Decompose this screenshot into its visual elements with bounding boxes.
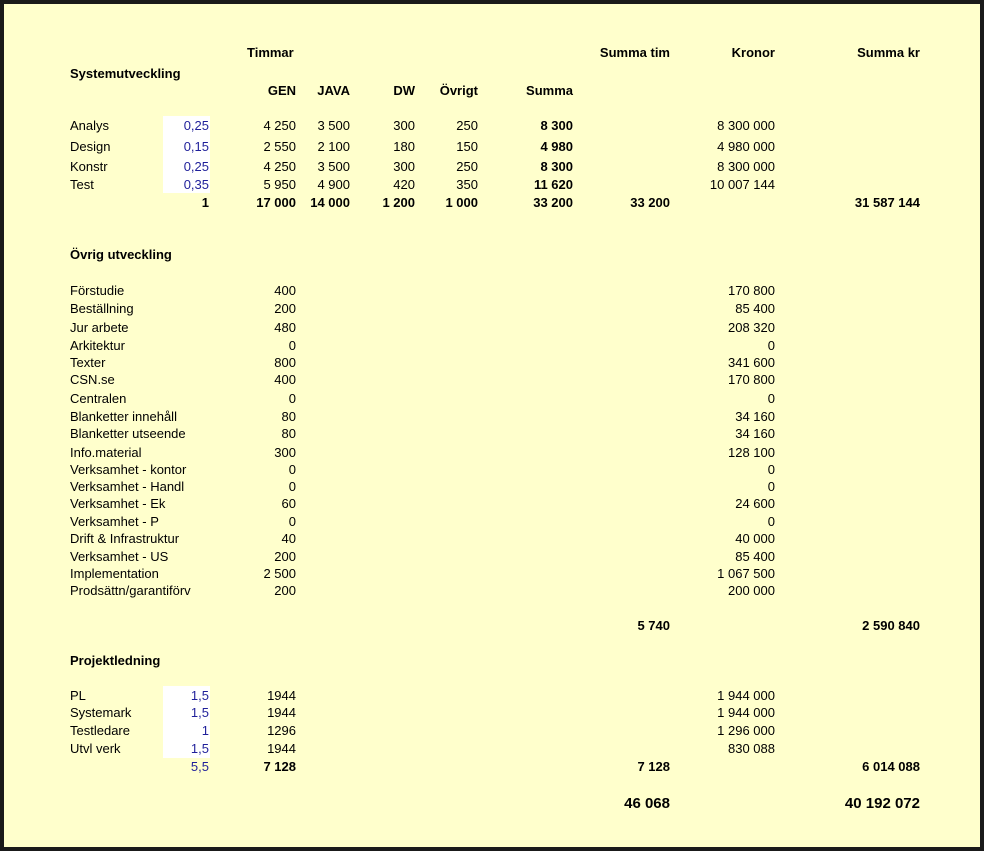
kronor-cell: 10 007 144 bbox=[709, 177, 775, 192]
kronor-cell: 0 bbox=[767, 391, 775, 406]
header-summa: Summa bbox=[526, 83, 573, 98]
factor-cell[interactable]: 1 bbox=[201, 723, 209, 738]
total-timmar: 7 128 bbox=[263, 759, 296, 774]
row-label: CSN.se bbox=[70, 372, 115, 387]
grand-total-summa-tim: 46 068 bbox=[624, 795, 670, 812]
row-label: Utvl verk bbox=[70, 741, 121, 756]
java-cell: 2 100 bbox=[317, 139, 350, 154]
header-summa-kr: Summa kr bbox=[857, 45, 920, 60]
row-label: Analys bbox=[70, 118, 110, 133]
kronor-cell: 1 944 000 bbox=[717, 688, 775, 703]
header-ovrigt: Övrigt bbox=[439, 83, 478, 98]
row-label: Info.material bbox=[70, 445, 142, 460]
timmar-cell: 300 bbox=[274, 445, 296, 460]
kronor-cell: 8 300 000 bbox=[717, 118, 775, 133]
factor-cell[interactable]: 0,35 bbox=[183, 177, 209, 192]
row-label: Beställning bbox=[70, 301, 134, 316]
timmar-cell: 1944 bbox=[267, 688, 296, 703]
gen-cell: 4 250 bbox=[263, 118, 296, 133]
timmar-cell: 0 bbox=[288, 391, 296, 406]
kronor-cell: 128 100 bbox=[728, 445, 775, 460]
row-label: Verksamhet - P bbox=[70, 514, 159, 529]
kronor-cell: 0 bbox=[767, 462, 775, 477]
factor-cell[interactable]: 0,25 bbox=[183, 118, 209, 133]
kronor-cell: 85 400 bbox=[735, 301, 775, 316]
kronor-cell: 170 800 bbox=[728, 372, 775, 387]
total-summa-kr: 2 590 840 bbox=[862, 618, 920, 633]
row-label: PL bbox=[70, 688, 86, 703]
timmar-cell: 2 500 bbox=[263, 566, 296, 581]
timmar-cell: 800 bbox=[274, 355, 296, 370]
grand-total-summa-kr: 40 192 072 bbox=[844, 795, 920, 812]
total-summa: 33 200 bbox=[533, 195, 573, 210]
total-gen: 17 000 bbox=[256, 195, 296, 210]
timmar-cell: 400 bbox=[274, 283, 296, 298]
section-title: Systemutveckling bbox=[70, 66, 181, 81]
timmar-cell: 0 bbox=[288, 338, 296, 353]
gen-cell: 2 550 bbox=[263, 139, 296, 154]
timmar-cell: 80 bbox=[281, 426, 296, 441]
timmar-cell: 200 bbox=[274, 301, 296, 316]
total-summa-tim: 5 740 bbox=[637, 618, 670, 633]
kronor-cell: 8 300 000 bbox=[717, 159, 775, 174]
timmar-cell: 1944 bbox=[267, 705, 296, 720]
row-label: Jur arbete bbox=[70, 320, 129, 335]
dw-cell: 420 bbox=[393, 177, 415, 192]
java-cell: 4 900 bbox=[317, 177, 350, 192]
kronor-cell: 24 600 bbox=[735, 496, 775, 511]
gen-cell: 4 250 bbox=[263, 159, 296, 174]
timmar-cell: 0 bbox=[288, 514, 296, 529]
row-label: Prodsättn/garantiförv bbox=[70, 583, 191, 598]
timmar-cell: 40 bbox=[281, 531, 296, 546]
timmar-cell: 480 bbox=[274, 320, 296, 335]
kronor-cell: 0 bbox=[767, 514, 775, 529]
kronor-cell: 1 944 000 bbox=[717, 705, 775, 720]
kronor-cell: 4 980 000 bbox=[717, 139, 775, 154]
java-cell: 3 500 bbox=[317, 118, 350, 133]
kronor-cell: 830 088 bbox=[728, 741, 775, 756]
header-gen: GEN bbox=[267, 83, 296, 98]
kronor-cell: 1 067 500 bbox=[717, 566, 775, 581]
timmar-cell: 200 bbox=[274, 583, 296, 598]
row-label: Testledare bbox=[70, 723, 130, 738]
row-label: Test bbox=[70, 177, 94, 192]
row-label: Drift & Infrastruktur bbox=[70, 531, 180, 546]
factor-cell[interactable]: 1,5 bbox=[190, 741, 209, 756]
total-summa-kr: 6 014 088 bbox=[862, 759, 920, 774]
row-label: Implementation bbox=[70, 566, 159, 581]
row-label: Texter bbox=[70, 355, 106, 370]
header-dw: DW bbox=[393, 83, 415, 98]
row-label: Verksamhet - Ek bbox=[70, 496, 166, 511]
kronor-cell: 341 600 bbox=[728, 355, 775, 370]
kronor-cell: 200 000 bbox=[728, 583, 775, 598]
kronor-cell: 85 400 bbox=[735, 549, 775, 564]
section-title: Övrig utveckling bbox=[70, 247, 172, 262]
ovrigt-cell: 250 bbox=[456, 118, 478, 133]
section-title: Projektledning bbox=[70, 653, 161, 668]
timmar-cell: 60 bbox=[281, 496, 296, 511]
ovrigt-cell: 250 bbox=[456, 159, 478, 174]
total-ovrigt: 1 000 bbox=[445, 195, 478, 210]
row-label: Förstudie bbox=[70, 283, 125, 298]
row-label: Blanketter utseende bbox=[70, 426, 186, 441]
timmar-cell: 200 bbox=[274, 549, 296, 564]
gen-cell: 5 950 bbox=[263, 177, 296, 192]
kronor-cell: 170 800 bbox=[728, 283, 775, 298]
header-kronor: Kronor bbox=[731, 45, 775, 60]
kronor-cell: 0 bbox=[767, 338, 775, 353]
total-summa-tim: 7 128 bbox=[637, 759, 670, 774]
row-label: Verksamhet - Handl bbox=[70, 479, 185, 494]
total-summa-kr: 31 587 144 bbox=[854, 195, 920, 210]
row-label: Centralen bbox=[70, 391, 127, 406]
dw-cell: 300 bbox=[393, 118, 415, 133]
factor-cell[interactable]: 0,25 bbox=[183, 159, 209, 174]
kronor-cell: 0 bbox=[767, 479, 775, 494]
kronor-cell: 208 320 bbox=[728, 320, 775, 335]
total-java: 14 000 bbox=[310, 195, 350, 210]
timmar-cell: 0 bbox=[288, 462, 296, 477]
kronor-cell: 1 296 000 bbox=[717, 723, 775, 738]
java-cell: 3 500 bbox=[317, 159, 350, 174]
kronor-cell: 34 160 bbox=[735, 426, 775, 441]
dw-cell: 300 bbox=[393, 159, 415, 174]
row-label: Systemark bbox=[70, 705, 132, 720]
row-label: Verksamhet - kontor bbox=[70, 462, 187, 477]
total-dw: 1 200 bbox=[382, 195, 415, 210]
row-label: Design bbox=[70, 139, 111, 154]
row-label: Konstr bbox=[70, 159, 108, 174]
timmar-cell: 400 bbox=[274, 372, 296, 387]
factor-cell[interactable]: 1,5 bbox=[190, 688, 209, 703]
total-factor: 1 bbox=[201, 195, 209, 210]
ovrigt-cell: 350 bbox=[456, 177, 478, 192]
timmar-cell: 1944 bbox=[267, 741, 296, 756]
header-java: JAVA bbox=[317, 83, 350, 98]
dw-cell: 180 bbox=[393, 139, 415, 154]
factor-cell[interactable]: 0,15 bbox=[183, 139, 209, 154]
row-label: Arkitektur bbox=[70, 338, 125, 353]
timmar-cell: 1296 bbox=[267, 723, 296, 738]
summa-cell: 8 300 bbox=[540, 159, 573, 174]
total-factor: 5,5 bbox=[190, 759, 209, 774]
summa-cell: 11 620 bbox=[533, 177, 573, 192]
total-summa-tim: 33 200 bbox=[630, 195, 670, 210]
header-summa-tim: Summa tim bbox=[599, 45, 670, 60]
summa-cell: 4 980 bbox=[540, 139, 573, 154]
ovrigt-cell: 150 bbox=[456, 139, 478, 154]
timmar-cell: 0 bbox=[288, 479, 296, 494]
row-label: Blanketter innehåll bbox=[70, 409, 177, 424]
header-timmar: Timmar bbox=[247, 45, 294, 60]
row-label: Verksamhet - US bbox=[70, 549, 169, 564]
kronor-cell: 40 000 bbox=[735, 531, 775, 546]
timmar-cell: 80 bbox=[281, 409, 296, 424]
summa-cell: 8 300 bbox=[540, 118, 573, 133]
factor-cell[interactable]: 1,5 bbox=[190, 705, 209, 720]
kronor-cell: 34 160 bbox=[735, 409, 775, 424]
